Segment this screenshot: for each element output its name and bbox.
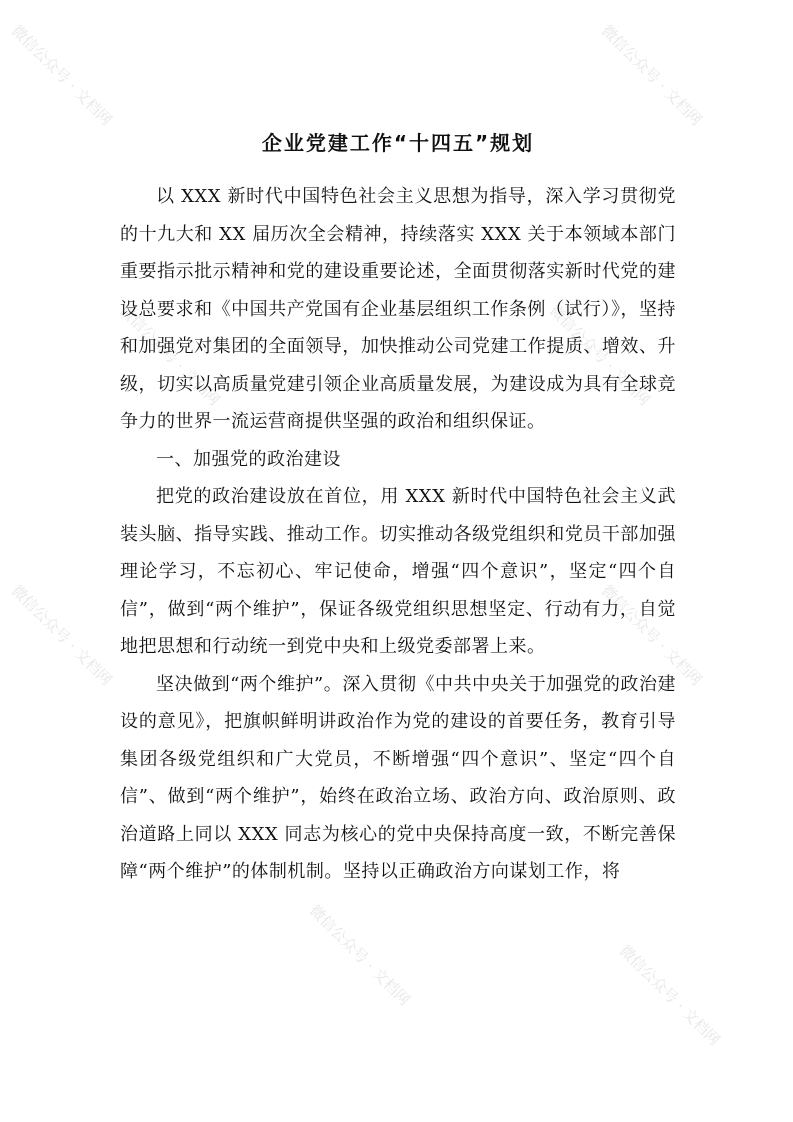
intro-paragraph: 以 XXX 新时代中国特色社会主义思想为指导，深入学习贯彻党的十九大和 XX 届历次全会精神，持续落实 XXX 关于本领域本部门重要指示批示精神和党的建设重要论述，全面贯彻落实新时代党的建设总要求和《中国共产党国有企业基层组织工作条例（试行）》，坚持和加强党对集团的全面领导，加快推动公司党建工作提质、增效、升级，切实以高质量党建引领企业高质量发展，为建设成为具有全球竞争力的世界一流运营商提供坚强的政治和组织保证。 [120,186,676,432]
section-heading: 一、加强党的政治建设 [156,448,341,470]
body-paragraph: 把党的政治建设放在首位，用 XXX 新时代中国特色社会主义武装头脑、指导实践、推动工作。切实推动各级党组织和党员干部加强理论学习，不忘初心、牢记使命，增强“四个意识”，坚定“四个自信”，做到“两个维护”，保证各级党组织思想坚定、行动有力，自觉地把思想和行动统一到党中央和上级党委部署上来。 [120,486,676,657]
watermark-text: 微信公众号 · 文档网 [7,581,116,690]
watermark-text: 微信公众号 · 文档网 [305,901,414,1010]
watermark-text: 微信公众号 · 文档网 [7,21,116,130]
watermark-text: 微信公众号 · 文档网 [615,941,724,1050]
watermark-text: 微信公众号 · 文档网 [597,581,706,690]
document-title: 企业党建工作“十四五”规划 [261,131,535,155]
watermark-text: 微信公众号 · 文档网 [545,301,654,410]
watermark-text: 微信公众号 · 文档网 [115,301,224,410]
watermark-text: 微信公众号 · 文档网 [597,21,706,130]
document-body [120,124,676,891]
body-paragraph: 坚决做到“两个维护”。深入贯彻《中共中央关于加强党的政治建设的意见》，把旗帜鲜明讲政治作为党的建设的首要任务，教育引导集团各级党组织和广大党员，不断增强“四个意识”、坚定“四个自信”、做到“两个维护”，始终在政治立场、政治方向、政治原则、政治道路上同以 XXX 同志为核心的党中央保持高度一致，不断完善保障“两个维护”的体制机制。坚持以正确政治方向谋划工作，将 [120,673,676,882]
